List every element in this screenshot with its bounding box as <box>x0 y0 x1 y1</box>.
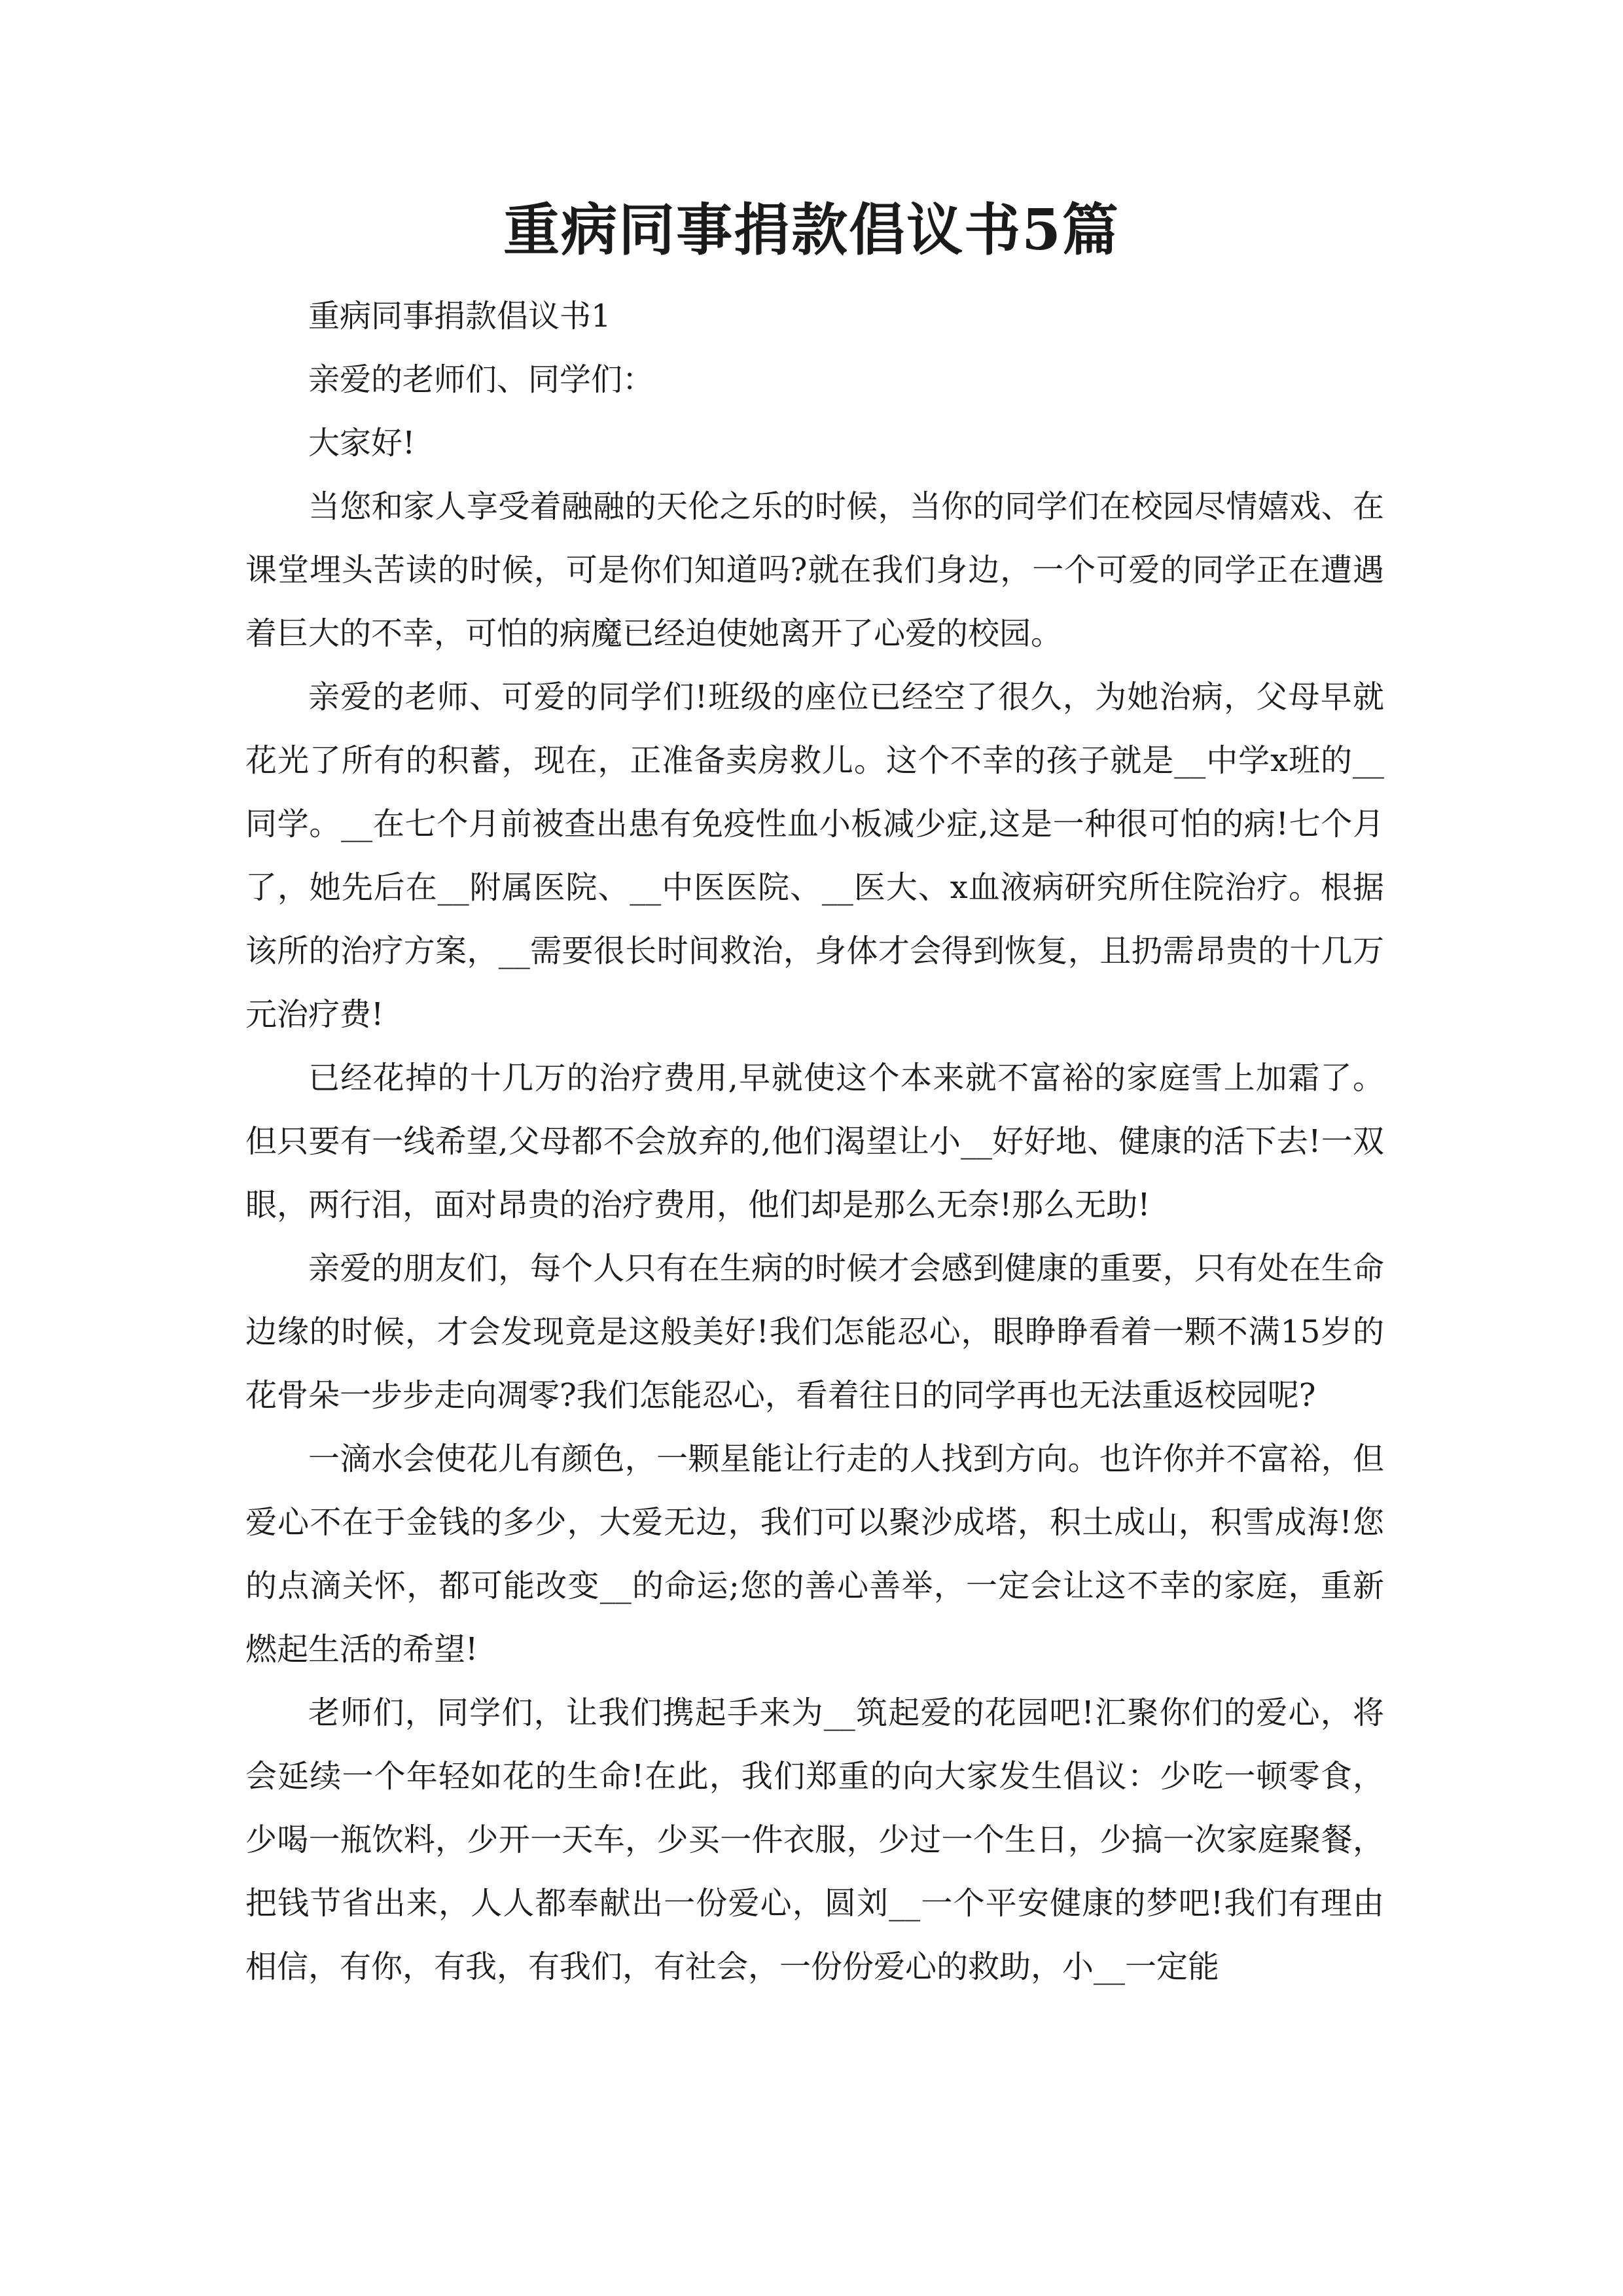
body-paragraph: 已经花掉的十几万的治疗费用,早就使这个本来就不富裕的家庭雪上加霜了。但只要有一线希望,父母都不会放弃的,他们渴望让小__好好地、健康的活下去!一双眼，两行泪，面对昂贵的治疗费用，他们却是那么无奈!那么无助! <box>245 1060 1384 1223</box>
body-paragraph: 老师们，同学们，让我们携起手来为__筑起爱的花园吧!汇聚你们的爱心，将会延续一个年轻如花的生命!在此，我们郑重的向大家发生倡议：少吃一顿零食，少喝一瓶饮料，少开一天车，少买一件衣服，少过一个生日，少搞一次家庭聚餐，把钱节省出来，人人都奉献出一份爱心，圆刘__一个平安健康的梦吧!我们有理由相信，有你，有我，有我们，有社会，一份份爱心的救助，小__一定能 <box>245 1695 1384 1985</box>
body-paragraph: 亲爱的朋友们，每个人只有在生病的时候才会感到健康的重要，只有处在生命边缘的时候，才会发现竟是这般美好!我们怎能忍心，眼睁睁看着一颗不满15岁的花骨朵一步步走向凋零?我们怎能忍心，看着往日的同学再也无法重返校园呢? <box>245 1250 1384 1414</box>
greeting: 大家好! <box>308 425 416 461</box>
document-title: 重病同事捐款倡议书5篇 <box>503 197 1120 263</box>
section-heading: 重病同事捐款倡议书1 <box>308 298 611 334</box>
document-body <box>245 285 1384 1999</box>
body-paragraph: 亲爱的老师、可爱的同学们!班级的座位已经空了很久，为她治病，父母早就花光了所有的积蓄，现在，正准备卖房救儿。这个不幸的孩子就是__中学x班的__同学。__在七个月前被查出患有免疫性血小板减少症,这是一种很可怕的病!七个月了，她先后在__附属医院、__中医医院、__医大、x血液病研究所住院治疗。根据该所的治疗方案，__需要很长时间救治，身体才会得到恢复，且扔需昂贵的十几万元治疗费! <box>245 679 1384 1033</box>
body-paragraph: 一滴水会使花儿有颜色，一颗星能让行走的人找到方向。也许你并不富裕，但爱心不在于金钱的多少，大爱无边，我们可以聚沙成塔，积土成山，积雪成海!您的点滴关怀，都可能改变__的命运;您的善心善举，一定会让这不幸的家庭，重新燃起生活的希望! <box>245 1441 1384 1668</box>
salutation: 亲爱的老师们、同学们： <box>308 361 654 398</box>
body-paragraph: 当您和家人享受着融融的天伦之乐的时候，当你的同学们在校园尽情嬉戏、在课堂埋头苦读的时候，可是你们知道吗?就在我们身边，一个可爱的同学正在遭遇着巨大的不幸，可怕的病魔已经迫使她离开了心爱的校园。 <box>245 488 1384 652</box>
